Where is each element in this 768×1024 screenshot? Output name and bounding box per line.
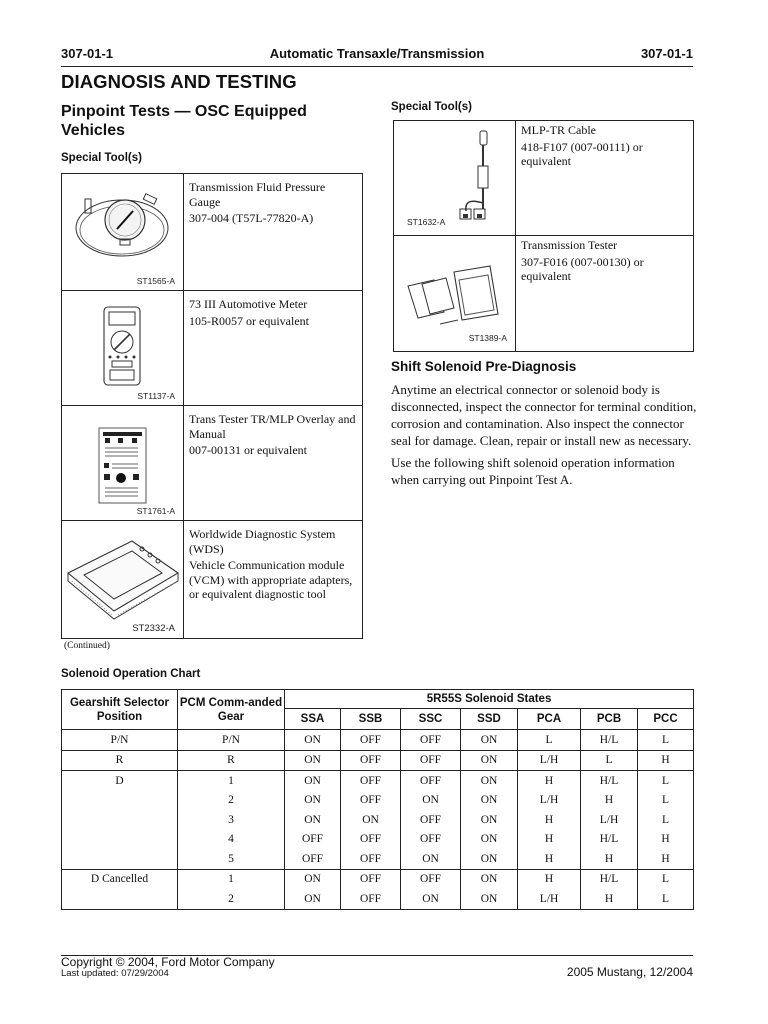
cell-state-pcc: H bbox=[638, 750, 694, 771]
tool-number: 007-00131 or equivalent bbox=[189, 443, 307, 457]
cell-selector-position bbox=[62, 830, 178, 850]
cell-state-ssb: OFF bbox=[341, 791, 401, 811]
cell-state-ssa: ON bbox=[285, 750, 341, 771]
tool-caption: ST1632-A bbox=[407, 217, 446, 227]
tool-row bbox=[394, 236, 694, 352]
cell-selector-position: D Cancelled bbox=[62, 869, 178, 889]
last-updated: Last updated: 07/29/2004 bbox=[61, 968, 169, 979]
cell-state-pcc: L bbox=[638, 730, 694, 751]
cell-commanded-gear: 2 bbox=[178, 889, 285, 909]
subheading: Pinpoint Tests — OSC Equipped Vehicles bbox=[61, 103, 307, 139]
col-header-ssb: SSB bbox=[341, 709, 401, 730]
cell-state-ssd: ON bbox=[461, 771, 518, 791]
table-row bbox=[62, 730, 694, 751]
tool-row bbox=[62, 174, 363, 291]
cell-state-pcb: H/L bbox=[581, 830, 638, 850]
table-row bbox=[62, 810, 694, 830]
tool-name: Worldwide Diagnostic System (WDS) bbox=[189, 527, 336, 556]
tool-name: Transmission Fluid Pressure Gauge bbox=[189, 180, 326, 209]
tool-name: Trans Tester TR/MLP Overlay and Manual bbox=[189, 412, 356, 441]
tool-row bbox=[62, 406, 363, 521]
cell-state-ssd: ON bbox=[461, 849, 518, 869]
cell-state-pcc: L bbox=[638, 810, 694, 830]
tool-details: Vehicle Communication module (VCM) with appropriate adapters, or equivalent diagnostic tool bbox=[189, 558, 353, 601]
tool-description bbox=[516, 236, 694, 352]
cable-icon bbox=[394, 121, 515, 231]
cell-selector-position: P/N bbox=[62, 730, 178, 751]
tool-image-cell bbox=[62, 406, 184, 521]
tool-row bbox=[62, 291, 363, 406]
tool-caption: ST1565-A bbox=[136, 276, 175, 286]
cell-state-ssa: ON bbox=[285, 791, 341, 811]
cell-state-pcb: L bbox=[581, 750, 638, 771]
cell-state-ssb: ON bbox=[341, 810, 401, 830]
cell-state-ssa: ON bbox=[285, 730, 341, 751]
cell-state-ssd: ON bbox=[461, 869, 518, 889]
tool-image-cell bbox=[62, 291, 184, 406]
tool-description bbox=[184, 521, 363, 639]
header-title: Automatic Transaxle/Transmission bbox=[269, 46, 485, 61]
col-header-ssa: SSA bbox=[285, 709, 341, 730]
cell-state-ssd: ON bbox=[461, 730, 518, 751]
vehicle-edition: 2005 Mustang, 12/2004 bbox=[566, 965, 693, 979]
tool-image-cell bbox=[62, 521, 184, 639]
cell-state-pcb: H/L bbox=[581, 869, 638, 889]
cell-state-pca: L/H bbox=[518, 750, 581, 771]
table-row bbox=[62, 791, 694, 811]
cell-state-pcb: H/L bbox=[581, 730, 638, 751]
cell-state-ssc: ON bbox=[401, 791, 461, 811]
cell-state-pcb: H bbox=[581, 791, 638, 811]
col-header-commanded-gear: PCM Comm-anded Gear bbox=[178, 690, 285, 730]
multimeter-icon bbox=[62, 295, 183, 395]
cell-state-ssb: OFF bbox=[341, 830, 401, 850]
table-row bbox=[62, 830, 694, 850]
col-header-pcc: PCC bbox=[638, 709, 694, 730]
right-tools-table bbox=[393, 120, 694, 352]
tool-row bbox=[394, 121, 694, 236]
cell-state-ssd: ON bbox=[461, 750, 518, 771]
cell-state-pcc: L bbox=[638, 889, 694, 909]
table-row bbox=[62, 750, 694, 771]
cell-state-ssc: ON bbox=[401, 889, 461, 909]
cell-state-ssd: ON bbox=[461, 791, 518, 811]
cell-state-ssb: OFF bbox=[341, 730, 401, 751]
cell-state-ssb: OFF bbox=[341, 771, 401, 791]
overlay-manual-icon bbox=[62, 408, 183, 508]
col-header-pcb: PCB bbox=[581, 709, 638, 730]
tool-image-cell bbox=[394, 121, 516, 236]
cell-selector-position bbox=[62, 791, 178, 811]
tool-description bbox=[184, 174, 363, 291]
tool-description bbox=[184, 406, 363, 521]
cell-commanded-gear: P/N bbox=[178, 730, 285, 751]
cell-state-ssa: ON bbox=[285, 810, 341, 830]
solenoid-chart-title: Solenoid Operation Chart bbox=[61, 668, 201, 680]
cell-state-ssc: OFF bbox=[401, 869, 461, 889]
cell-state-pcb: H bbox=[581, 849, 638, 869]
header-divider bbox=[61, 66, 693, 67]
col-header-ssc: SSC bbox=[401, 709, 461, 730]
cell-state-pca: H bbox=[518, 869, 581, 889]
tool-description bbox=[516, 121, 694, 236]
cell-state-pca: H bbox=[518, 830, 581, 850]
tool-number: 105-R0057 or equivalent bbox=[189, 313, 309, 328]
left-tools-label: Special Tool(s) bbox=[61, 152, 142, 164]
table-row bbox=[62, 869, 694, 889]
tool-image-cell bbox=[62, 174, 184, 291]
cell-selector-position bbox=[62, 849, 178, 869]
cell-state-ssc: ON bbox=[401, 849, 461, 869]
cell-commanded-gear: 4 bbox=[178, 830, 285, 850]
tool-name: Transmission Tester bbox=[521, 238, 618, 252]
col-header-ssd: SSD bbox=[461, 709, 518, 730]
tool-caption: ST1761-A bbox=[136, 506, 175, 516]
pre-diagnosis-title: Shift Solenoid Pre-Diagnosis bbox=[391, 359, 577, 374]
cell-state-ssa: OFF bbox=[285, 830, 341, 850]
cell-state-ssc: OFF bbox=[401, 771, 461, 791]
tool-number: 307-F016 (007-00130) or equivalent bbox=[521, 254, 644, 283]
copyright: Copyright © 2004, Ford Motor Company bbox=[61, 955, 275, 969]
tool-number: 307-004 (T57L-77820-A) bbox=[189, 211, 314, 225]
tester-icon bbox=[394, 236, 515, 346]
left-tools-table bbox=[61, 173, 363, 639]
cell-state-pca: L/H bbox=[518, 791, 581, 811]
cell-state-ssa: ON bbox=[285, 889, 341, 909]
pre-diagnosis-body bbox=[391, 381, 697, 493]
cell-state-pca: H bbox=[518, 849, 581, 869]
paragraph: Anytime an electrical connector or solenoid body is disconnected, inspect the connector for terminal condition, corrosion and contamination. Also inspect the connector seal for damage. Clean, repair or install new as necessary. bbox=[391, 382, 697, 448]
cell-state-pcc: L bbox=[638, 869, 694, 889]
cell-state-pca: L bbox=[518, 730, 581, 751]
cell-state-ssa: ON bbox=[285, 771, 341, 791]
table-row bbox=[62, 889, 694, 909]
right-tools-label: Special Tool(s) bbox=[391, 101, 472, 113]
cell-state-ssd: ON bbox=[461, 830, 518, 850]
cell-commanded-gear: 3 bbox=[178, 810, 285, 830]
cell-state-pcc: L bbox=[638, 791, 694, 811]
col-header-pca: PCA bbox=[518, 709, 581, 730]
cell-state-pcb: H bbox=[581, 889, 638, 909]
continued-note: (Continued) bbox=[64, 641, 110, 651]
tool-caption: ST2332-A bbox=[132, 623, 175, 634]
cell-state-ssc: OFF bbox=[401, 730, 461, 751]
cell-state-ssb: OFF bbox=[341, 869, 401, 889]
cell-state-pca: L/H bbox=[518, 889, 581, 909]
cell-commanded-gear: R bbox=[178, 750, 285, 771]
cell-commanded-gear: 5 bbox=[178, 849, 285, 869]
tool-caption: ST1137-A bbox=[137, 391, 175, 401]
cell-state-ssc: OFF bbox=[401, 810, 461, 830]
paragraph: Use the following shift solenoid operation information when carrying out Pinpoint Test A. bbox=[391, 455, 675, 487]
section-number-left: 307-01-1 bbox=[61, 46, 114, 61]
col-header-solenoid-states: 5R55S Solenoid States bbox=[285, 690, 694, 709]
tool-name: MLP-TR Cable bbox=[521, 123, 596, 137]
cell-state-ssd: ON bbox=[461, 889, 518, 909]
cell-state-ssd: ON bbox=[461, 810, 518, 830]
cell-state-pcc: L bbox=[638, 771, 694, 791]
table-row bbox=[62, 849, 694, 869]
cell-state-ssb: OFF bbox=[341, 849, 401, 869]
cell-state-pca: H bbox=[518, 810, 581, 830]
table-row bbox=[62, 771, 694, 791]
cell-commanded-gear: 1 bbox=[178, 771, 285, 791]
cell-state-pcc: H bbox=[638, 830, 694, 850]
cell-state-ssa: OFF bbox=[285, 849, 341, 869]
cell-state-pca: H bbox=[518, 771, 581, 791]
cell-state-ssa: ON bbox=[285, 869, 341, 889]
pressure-gauge-icon bbox=[62, 178, 183, 278]
cell-selector-position bbox=[62, 810, 178, 830]
cell-state-ssc: OFF bbox=[401, 750, 461, 771]
section-number-right: 307-01-1 bbox=[640, 46, 693, 61]
cell-state-ssc: OFF bbox=[401, 830, 461, 850]
page-heading: DIAGNOSIS AND TESTING bbox=[61, 71, 297, 92]
wds-tablet-icon bbox=[62, 523, 183, 623]
cell-state-ssb: OFF bbox=[341, 750, 401, 771]
tool-number: 418-F107 (007-00111) or equivalent bbox=[521, 139, 643, 168]
cell-selector-position bbox=[62, 889, 178, 909]
col-header-selector-position: Gearshift Selector Position bbox=[62, 690, 178, 730]
cell-selector-position: R bbox=[62, 750, 178, 771]
cell-state-pcb: L/H bbox=[581, 810, 638, 830]
tool-image-cell bbox=[394, 236, 516, 352]
tool-name: 73 III Automotive Meter bbox=[189, 297, 308, 311]
cell-selector-position: D bbox=[62, 771, 178, 791]
cell-state-pcb: H/L bbox=[581, 771, 638, 791]
cell-commanded-gear: 1 bbox=[178, 869, 285, 889]
running-header bbox=[61, 46, 693, 64]
cell-commanded-gear: 2 bbox=[178, 791, 285, 811]
cell-state-pcc: H bbox=[638, 849, 694, 869]
tool-caption: ST1389-A bbox=[468, 333, 507, 343]
tool-description bbox=[184, 291, 363, 406]
solenoid-operation-table bbox=[61, 689, 694, 910]
cell-state-ssb: OFF bbox=[341, 889, 401, 909]
tool-row bbox=[62, 521, 363, 639]
